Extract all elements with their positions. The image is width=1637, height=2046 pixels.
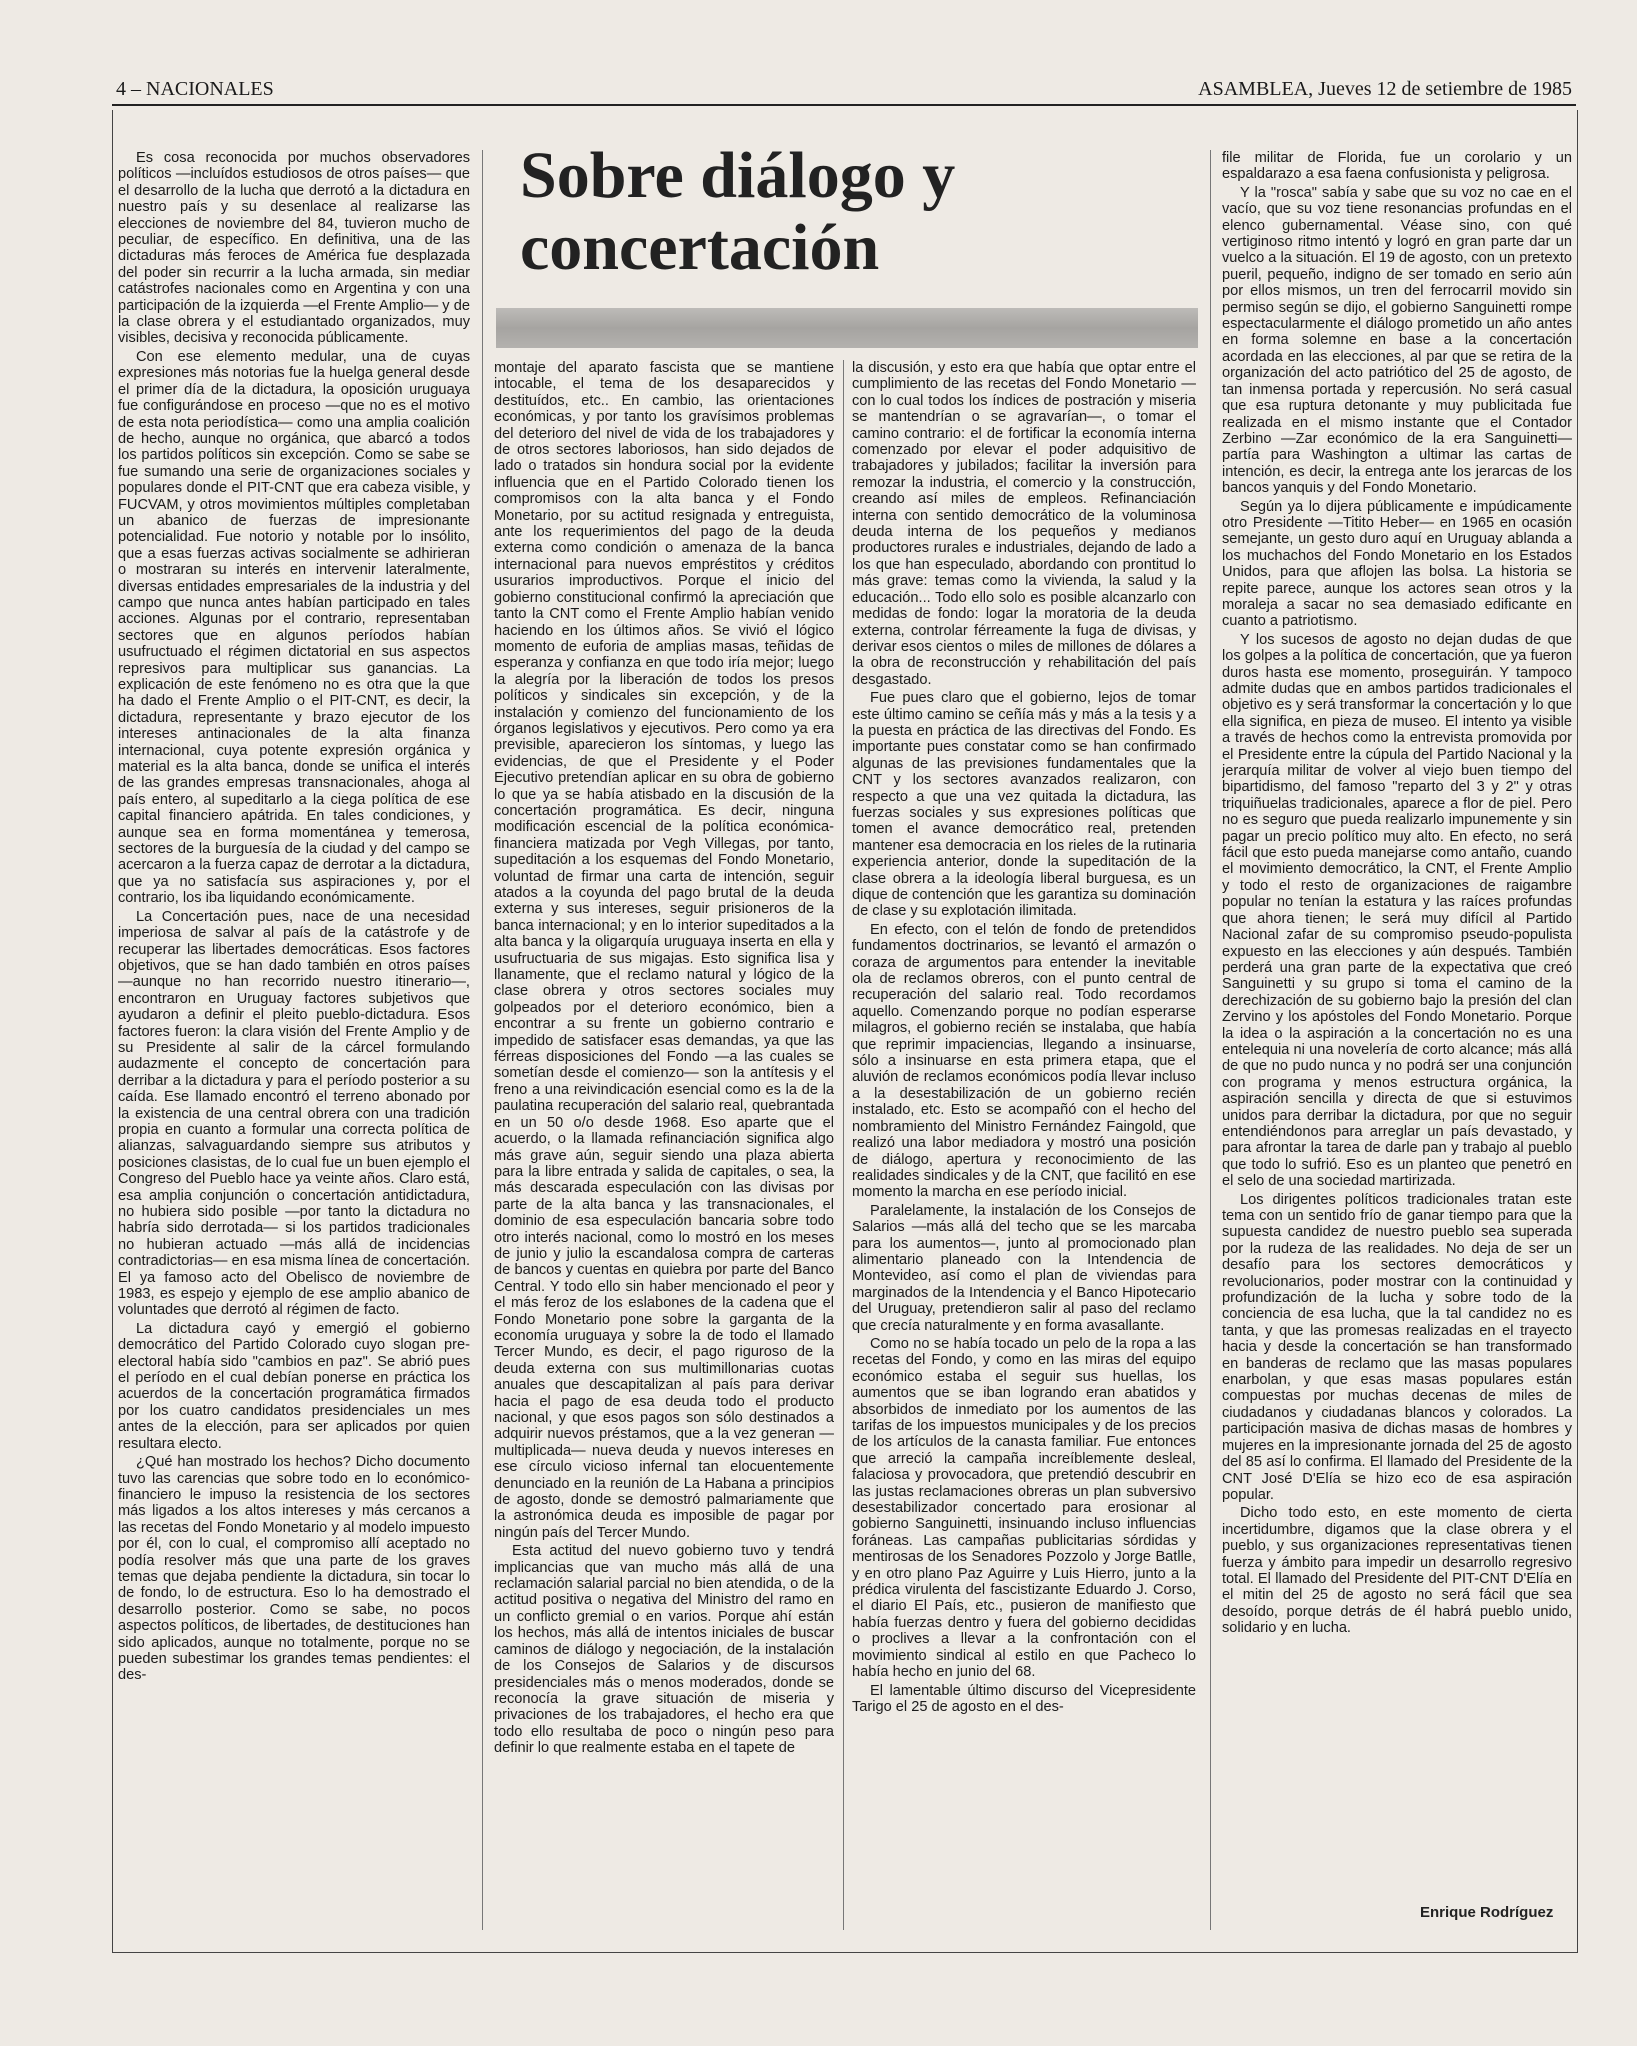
paragraph: ¿Qué han mostrado los hechos? Dicho documento tuvo las carencias que sobre todo en lo económico-financiero le impuso la resistencia de los sectores más ligados a los altos intereses y más cercanos a las recetas del Fondo Monetario y al modelo impuesto por él, con lo cual, el compromiso allí aceptado no podía resolver más que una parte de los graves temas que dejaba pendiente la dictadura, sin tocar lo de fondo, lo de estructura. Eso lo ha demostrado el desarrollo posterior. Como se sabe, no pocos aspectos políticos, de libertades, de destituciones han sido aplicados, aunque no totalmente, porque no se pueden subestimar los grandes temas pendientes: el des- [118,1454,470,1684]
column-rule-2 [843,360,844,1930]
paragraph: Esta actitud del nuevo gobierno tuvo y tendrá implicancias que van mucho más allá de una reclamación salarial parcial no bien atendida, o de la actitud positiva o negativa del Ministro del ramo en un conflicto gremial o en varios. Porque ahí están los hechos, más allá de intentos iniciales de buscar caminos de diálogo y negociación, de la instalación de los Consejos de Salarios y de discursos presidenciales más o menos moderados, donde se reconocía la grave situación de miseria y privaciones de los trabajadores, el hecho era que todo ello resultaba de poco o ningún peso para definir lo que realmente estaba en el tapete de [494,1543,834,1757]
paragraph: En efecto, con el telón de fondo de pretendidos fundamentos doctrinarios, se levantó el armazón o coraza de argumentos para entender la inevitable ola de reclamos obreros, con el punto central de recuperación del salario real. Todo recordamos aquello. Comenzando porque no podían esperarse milagros, el gobierno recién se instalaba, que había que reprimir impaciencias, llegando a insinuarse, sólo a insinuarse en esta primera etapa, que el aluvión de reclamos económicos podía llevar incluso a la desestabilización de un gobierno recién instalado, etc. Esto se acompañó con el hecho del nombramiento del Ministro Fernández Faingold, que realizó una labor mediadora y mostró una posición de diálogo, apertura y reconocimiento de las realidades sindicales y de la CNT, que facilitó en ese momento la marcha en ese período inicial. [852,921,1196,1201]
column-rule-1 [482,150,483,1930]
column-1 [118,150,470,1930]
title-shade-bar [496,308,1198,348]
article-title: Sobre diálogo y concertación [520,139,956,284]
paragraph: Paralelamente, la instalación de los Consejos de Salarios —más allá del techo que se les marcaba para los aumentos—, junto al promocionado plan alimentario planeado con la Intendencia de Montevideo, así como el plan de viviendas para marginados de la Intendencia y el Banco Hipotecario del Uruguay, pretendieron salir al paso del reclamo que crecía naturalmente y en forma avasallante. [852,1202,1196,1334]
paragraph: El lamentable último discurso del Vicepresidente Tarigo el 25 de agosto en el des- [852,1682,1196,1715]
paragraph: Con ese elemento medular, una de cuyas expresiones más notorias fue la huelga general desde el primer día de la dictadura, la oposición uruguaya fue configurándose en proceso —que no es el motivo de esta nota periodística— como una amplia coalición de hecho, aunque no orgánica, que abarcó a todos los partidos políticos sin excepción. Como se sabe se fue sumando una serie de organizaciones sociales y populares donde el PIT-CNT que era cabeza visible, y FUCVAM, y otros movimientos múltiples completaban un abanico de fuerzas de impresionante potencialidad. Fue notorio y notable por lo insólito, que a esas fuerzas activas socialmente se adhirieran o mostraran su interés en intervenir lateralmente, diversas entidades empresariales de la industria y del campo que nunca antes habían participado en tales acciones. Algunas por el contrario, representaban sectores que en algunos períodos habían usufructuado el régimen dictatorial en sus aspectos represivos para multiplicar sus ganancias. La explicación de este fenómeno no es otra que la que ha dado el Frente Amplio o el PIT-CNT, es decir, la dictadura, representante y brazo ejecutor de los intereses antinacionales de la alta finanza internacional, cuya potente expresión orgánica y material es la alta banca, donde se unifica el interés de las grandes empresas transnacionales, ahoga al país entero, al supeditarlo a la ciega política de ese capital financiero apátrida. En tales condiciones, y aunque sea en forma momentánea y temerosa, sectores de la burguesía de la ciudad y del campo se acercaron a la fuerza capaz de derrotar a la dictadura, que ya no satisfacía sus aspiraciones y, por el contrario, los iba liquidando económicamente. [118,348,470,907]
paragraph: Y la "rosca" sabía y sabe que su voz no cae en el vacío, que su voz tiene resonancias profundas en el elenco gubernamental. Véase sino, con qué vertiginoso ritmo intentó y logró en gran parte dar un vuelco a la situación. El 19 de agosto, con un pretexto pueril, pequeño, indigno de ser tomado en serio aún por ellos mismos, un tren del ferrocarril movido sin permiso según se dijo, el gobierno Sanguinetti rompe espectacularmente el diálogo prometido un año antes en forma solemne en base a la concertación acordada en las elecciones, al par que se retira de la organización del acto patriótico del 25 de agosto, de tan inmensa portada y repercusión. No será casual que esa ruptura detonante y muy publicitada fue realizada en el mismo instante que el Contador Zerbino —Zar económico de la era Sanguinetti— partía para Washington a ultimar las cartas de intención, es decir, la entrega ante los jerarcas de los bancos yanquis y del Fondo Monetario. [1222,184,1572,497]
section-label: 4 – NACIONALES [116,78,274,100]
paragraph: Los dirigentes políticos tradicionales tratan este tema con un sentido frío de ganar tiempo para que la supuesta candidez de nuestro pueblo sea superada por la rudeza de las realidades. No deja de ser un desafío para los sectores democráticos y revolucionarios, poder mostrar con la continuidad y profundización de la lucha y sobre todo de la conciencia de esa lucha, que la tal candidez no es tanta, y que las promesas realizadas en el trayecto hacia y desde la concertación se han transformado en banderas de reclamo que las masas populares enarbolan, y que esas masas populares están compuestas por muchas decenas de miles de ciudadanos y ciudadanas blancos y colorados. La participación masiva de dichas masas de hombres y mujeres en la impresionante jornada del 25 de agosto del 85 así lo confirma. El llamado del Presidente de la CNT José D'Elía se hizo eco de esa aspiración popular. [1222,1191,1572,1503]
paragraph: Como no se había tocado un pelo de la ropa a las recetas del Fondo, y como en las miras del equipo económico estaba el seguir sus huellas, los aumentos que se iban logrando eran abatidos y absorbidos de inmediato por los aumentos de las tarifas de los impuestos municipales y de los precios de los artículos de la canasta familiar. Fue entonces que arreció la campaña increíblemente desleal, falaciosa y provocadora, que pretendió descubrir en las justas reclamaciones obreras un plan subversivo desestabilizador concertado para erosionar al gobierno Sanguinetti, insinuando incluso influencias foráneas. Las campañas publicitarias sórdidas y mentirosas de los Senadores Pozzolo y Jorge Batlle, y en otro plano Paz Aguirre y Luis Hierro, junto a la prédica virulenta del fascistizante Eduardo J. Corso, el diario El País, etc., pusieron de manifiesto que había fuerzas dentro y fuera del gobierno decididas o proclives a llevar a la confrontación con el movimiento sindical al estilo en que Pacheco lo había hecho en junio del 68. [852,1335,1196,1681]
page-header [112,74,1576,106]
column-4 [1222,150,1572,1930]
paragraph: Fue pues claro que el gobierno, lejos de tomar este último camino se ceñía más y más a la tesis y a la puesta en práctica de las directivas del Fondo. Es importante pues constatar como se han confirmado algunas de las previsiones fundamentales que la CNT y los sectores avanzados realizaron, con respecto a que una vez quitada la dictadura, las fuerzas sociales y sus expresiones políticas que tomen el avance democrático real, pretenden mantener esa democracia en los rieles de la rutinaria experiencia anterior, donde la supeditación de la clase obrera a la ideología liberal burguesa, es un dique de contención que les garantiza su dominación de clase y su explotación ilimitada. [852,690,1196,920]
paragraph: file militar de Florida, fue un corolario y un espaldarazo a esa faena confusionista y peligrosa. [1222,150,1572,183]
paragraph: Es cosa reconocida por muchos observadores políticos —incluídos estudiosos de otros países— que el desarrollo de la lucha que derrotó a la dictadura en nuestro país y su desenlace al realizarse las elecciones de noviembre del 84, tuvieron mucho de peculiar, de específico. En definitiva, una de las dictaduras más feroces de América fue desplazada del poder sin recurrir a la lucha armada, sin mediar catástrofes nacionales como en Argentina y con una participación de la izquierda —el Frente Amplio— y de la clase obrera y el estudiantado organizados, muy visibles, decisiva y reconocida públicamente. [118,150,470,347]
column-2 [494,360,834,1930]
paragraph: la discusión, y esto era que había que optar entre el cumplimiento de las recetas del Fondo Monetario —con lo cual todos los índices de postración y miseria se mantendrían o se agravarían—, o tomar el camino contrario: el de fortificar la economía interna comenzado por elevar el poder adquisitivo de trabajadores y jubilados; facilitar la inversión para remozar la industria, el comercio y la construcción, creando así miles de empleos. Refinanciación interna con sentido democrático de la voluminosa deuda interna de los pequeños y medianos productores rurales e industriales, dejando de lado a los que han especulado, abordando con prontitud lo más grave: temas como la vivienda, la salud y la educación... Todo ello solo es posible alcanzarlo con medidas de fondo: logar la moratoria de la deuda externa, controlar férreamente la fuga de divisas, y derivar esos cientos o miles de millones de dólares a la obra de reconstrucción y rehabilitación del país desgastado. [852,360,1196,688]
paragraph: La dictadura cayó y emergió el gobierno democrático del Partido Colorado cuyo slogan pre-electoral había sido "cambios en paz". Se abrió pues el período en el cual debían ponerse en práctica los acuerdos de la concertación programática firmados por los cuatro candidatos presidenciales un mes antes de la elección, para ser aplicados por quien resultara electo. [118,1320,470,1452]
column-rule-3 [1210,150,1211,1930]
author-byline: Enrique Rodríguez [1420,1904,1554,1921]
paragraph: Y los sucesos de agosto no dejan dudas de que los golpes a la política de concertación, que ya fueron duros hasta ese momento, proseguirán. Y tampoco admite dudas que en ambos partidos tradicionales el objetivo es y será transformar la concertación y lo que ella significa, en pieza de museo. El intento ya visible a través de hechos como la entrevista promovida por el Presidente entre la cúpula del Partido Nacional y la jerarquía militar de volver al viejo buen tiempo del bipartidismo, del famoso "reparto del 3 y 2" y otras triquiñuelas tradicionales, aparece a flor de piel. Pero no es seguro que pueda realizarlo impunemente y sin pagar un precio político muy alto. En efecto, no será fácil que esto pueda manejarse como antaño, cuando el movimiento democrático, la CNT, el Frente Amplio y todo el resto de organizaciones de raigambre popular no tenían la estatura y las raíces profundas que ahora tienen; le será muy difícil al Partido Nacional zafar de su compromiso pseudo-populista expuesto en las elecciones y aún después. También perderá una gran parte de la expectativa que creó Sanguinetti y su grupo si toma el camino de la derechización de su gobierno bajo la presión del clan Zervino y los apóstoles del Fondo Monetario. Porque la idea o la aspiración a la concertación no es una entelequia ni una novelería de corto alcance; más allá de que no pudo nunca y no podrá ser una conjunción con programa y menos estructura orgánica, la aspiración sencilla y directa de que si estuvimos unidos para derribar la dictadura, por que no seguir entendiéndonos para arreglar un país devastado, y para afrontar la tarea de darle pan y trabajo al pueblo que todo lo sufrió. Eso es un planteo que penetró en el selo de una sociedad martirizada. [1222,631,1572,1190]
column-3 [852,360,1196,1930]
paragraph: Dicho todo esto, en este momento de cierta incertidumbre, digamos que la clase obrera y el pueblo, y sus organizaciones representativas tienen fuerza y ámbito para impedir un desarrollo regresivo total. El llamado del Presidente del PIT-CNT D'Elía en el mitin del 25 de agosto no será fácil que sea desoído, porque detrás de él habrá pueblo unido, solidario y en lucha. [1222,1505,1572,1637]
paragraph: montaje del aparato fascista que se mantiene intocable, el tema de los desaparecidos y destituídos, etc.. En cambio, las orientaciones económicas, y por tanto los gravísimos problemas del deterioro del nivel de vida de los trabajadores y de otros sectores laboriosos, han sido dejados de lado o tratados sin hondura social por la evidente influencia que en el Partido Colorado tienen los compromisos con la alta banca y el Fondo Monetario, por su actitud resignada y entreguista, ante los requerimientos del pago de la deuda externa como condición o amenaza de la banca internacional para nuevos empréstitos y créditos usurarios improductivos. Porque el inicio del gobierno constitucional confirmó la apreciación que tanto la CNT como el Frente Amplio habían venido haciendo en los últimos años. Se vivió el lógico momento de euforia de amplias masas, teñidas de esperanza y confianza en que todo iría mejor; luego la alegría por la liberación de todos los presos políticos y sindicales sin excepción, y de la instalación y comienzo del funcionamiento de los órganos legislativos y ejecutivos. Pero como ya era previsible, aparecieron los síntomas, y luego las evidencias, de que el Presidente y el Poder Ejecutivo pretendían aplicar en su obra de gobierno lo que ya se había atisbado en la discusión de la concertación programática. Es decir, ninguna modificación escencial de la política económica-financiera matizada por Vegh Villegas, por tanto, supeditación a los esquemas del Fondo Monetario, voluntad de firmar una carta de intención, seguir atados a la coyunda del pago brutal de la deuda externa y sus intereses, seguir prisioneros de la banca internacional; y en lo interior supeditados a la alta banca y la oligarquía uruguaya inserta en ella y usufructuaria de sus migajas. Esto significa lisa y llanamente, que el reclamo natural y lógico de la clase obrera y otros sectores sociales muy golpeados por el deterioro económico, bien a encontrar a su frente un gobierno contrario e impedido de satisfacer esas demandas, ya que las férreas disposiciones del Fondo —a las cuales se sometían desde el comienzo— son la antítesis y el freno a una reivindicación esencial como es la de la paulatina recuperación del salario real, quebrantada en un 50 o/o desde 1968. Eso aparte que el acuerdo, o la llamada refinanciación significa algo más grave aún, seguir siendo una plaza abierta para la libre entrada y salida de capitales, o sea, la más descarada especulación con las divisas por parte de la alta banca y las transnacionales, el dominio de esa especulación bancaria sobre todo otro interés nacional, como lo mostró en los meses de junio y julio la escandalosa compra de carteras de bancos y cuentas en quiebra por parte del Banco Central. Y todo ello sin haber mencionado el peor y el más feroz de los eslabones de la cadena que el Fondo Monetario pone sobre la garganta de la economía uruguaya y sobre la de todo el llamado Tercer Mundo, es decir, el pago riguroso de la deuda externa con sus multimillonarias cuotas anuales que descapitalizan al país para derivar hacia el pago de esa deuda todo el producto nacional, y que esos pagos son sólo destinados a adquirir nuevos préstamos, que a la vez generan —multiplicada— nueva deuda y nuevos intereses en ese círculo vicioso infernal tan elocuentemente denunciado en la reunión de La Habana a principios de agosto, donde se demostró palmariamente que la astronómica deuda es imposible de pagar por ningún país del Tercer Mundo. [494,360,834,1541]
paragraph: La Concertación pues, nace de una necesidad imperiosa de salvar al país de la catástrofe y de recuperar las libertades democráticas. Esos factores objetivos, que se han dado también en otros países —aunque no han recorrido nuestro itinerario—, encontraron en Uruguay factores subjetivos que ayudaron a definir el pleito pueblo-dictadura. Esos factores fueron: la clara visión del Frente Amplio y de su Presidente al salir de la cárcel formulando audazmente el concepto de concertación para derribar a la dictadura y para el período posterior a su caída. Ese llamado encontró el terreno abonado por la existencia de una central obrera con una tradición propia en cuanto a formular una correcta política de alianzas, salvaguardando siempre sus atributos y posiciones clasistas, de lo cual fue un buen ejemplo el Congreso del Pueblo hace ya veinte años. Claro está, esa amplia conjunción o concertación antidictadura, no hubiera sido posible —por tanto la dictadura no habría sido derrotada— si los partidos tradicionales no hubieran actuado —más allá de incidencias contradictorias— en esa misma línea de concertación. El ya famoso acto del Obelisco de noviembre de 1983, es espejo y ejemplo de ese amplio abanico de voluntades que derrotó al régimen de facto. [118,908,470,1319]
paragraph: Según ya lo dijera públicamente e impúdicamente otro Presidente —Titito Heber— en 1965 en ocasión semejante, un gesto duro aquí en Uruguay ablanda a los muchachos del Fondo Monetario en los Estados Unidos, para que aflojen las bolsa. La historia se repite parece, aunque los actores sean otros y la moraleja a sacar no sea demasiado edificante en cuanto a patriotismo. [1222,498,1572,630]
dateline: ASAMBLEA, Jueves 12 de setiembre de 1985 [1198,78,1572,100]
